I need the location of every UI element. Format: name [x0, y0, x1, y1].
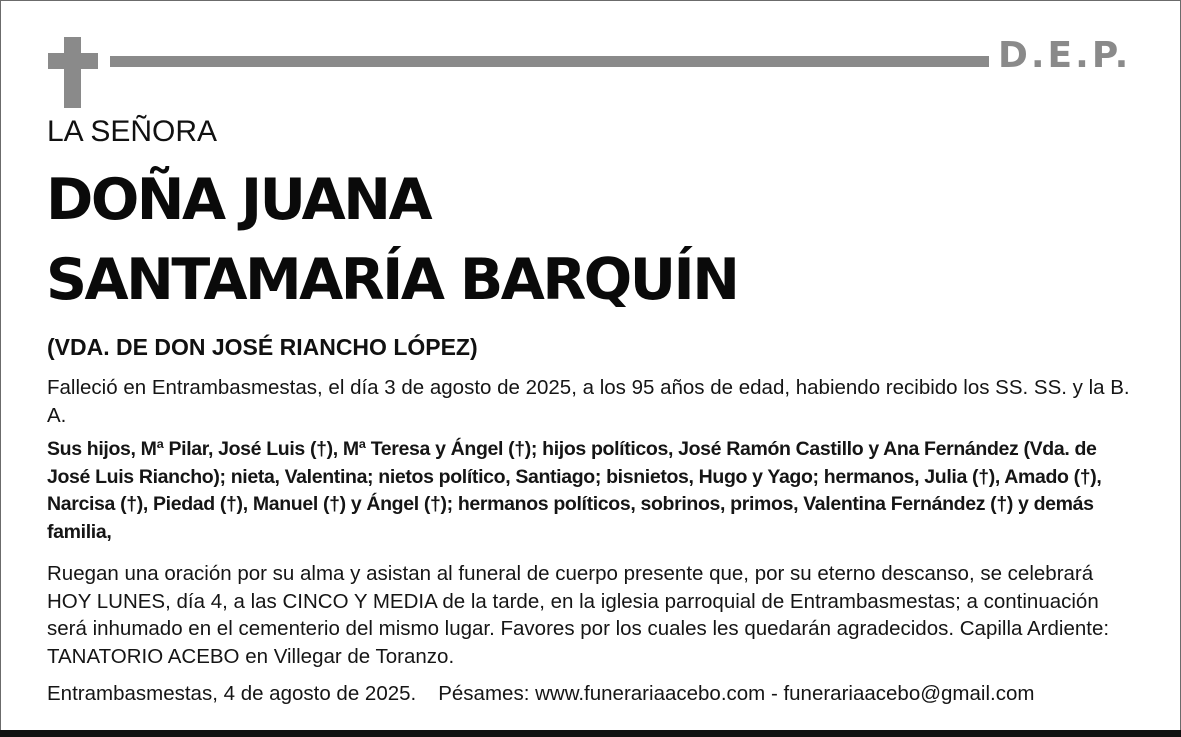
cross-icon-bar: [48, 53, 98, 69]
footer-line: [47, 680, 1142, 708]
deceased-name-line-2: SANTAMARÍA BARQUÍN: [46, 247, 738, 313]
deceased-name-line-1: DOÑA JUANA: [46, 167, 431, 233]
honorific: LA SEÑORA: [47, 115, 218, 148]
family-paragraph: Sus hijos, Mª Pilar, José Luis (†), Mª Teresa y Ángel (†); hijos políticos, José Ramón Castillo y Ana Fernández (Vda. de José Luis Riancho); nieta, Valentina; nietos político, Santiago; bisnietos, Hugo y Yago; hermanos, Julia (†), Amado (†), Narcisa (†), Piedad (†), Manuel (†) y Ángel (†); hermanos políticos, sobrinos, primos, Valentina Fernández (†) y demás familia,: [47, 438, 1102, 543]
place-date: Entrambasmestas, 4 de agosto de 2025.: [47, 682, 417, 705]
widow-of-line: (VDA. DE DON JOSÉ RIANCHO LÓPEZ): [47, 334, 478, 360]
funeral-paragraph: Ruegan una oración por su alma y asistan al funeral de cuerpo presente que, por su eterno descanso, se celebrará HOY LUNES, día 4, a las CINCO Y MEDIA de la tarde, en la iglesia parroquial de Entrambasmestas; a continuación será inhumado en el cementerio del mismo lugar. Favores por los cuales les quedarán agradecidos. Capilla Ardiente: TANATORIO ACEBO en Villegar de Toranzo.: [47, 562, 1110, 668]
cross-icon: [64, 37, 81, 108]
condolences-contact: Pésames: www.funerariaacebo.com - funerariaacebo@gmail.com: [438, 682, 1035, 705]
header-rule: [110, 56, 989, 67]
bottom-border: [0, 730, 1181, 737]
dep-label: D.E.P.: [998, 35, 1132, 76]
death-notice-paragraph: Falleció en Entrambasmestas, el día 3 de agosto de 2025, a los 95 años de edad, habiendo recibido los SS. SS. y la B. A.: [47, 376, 1130, 427]
